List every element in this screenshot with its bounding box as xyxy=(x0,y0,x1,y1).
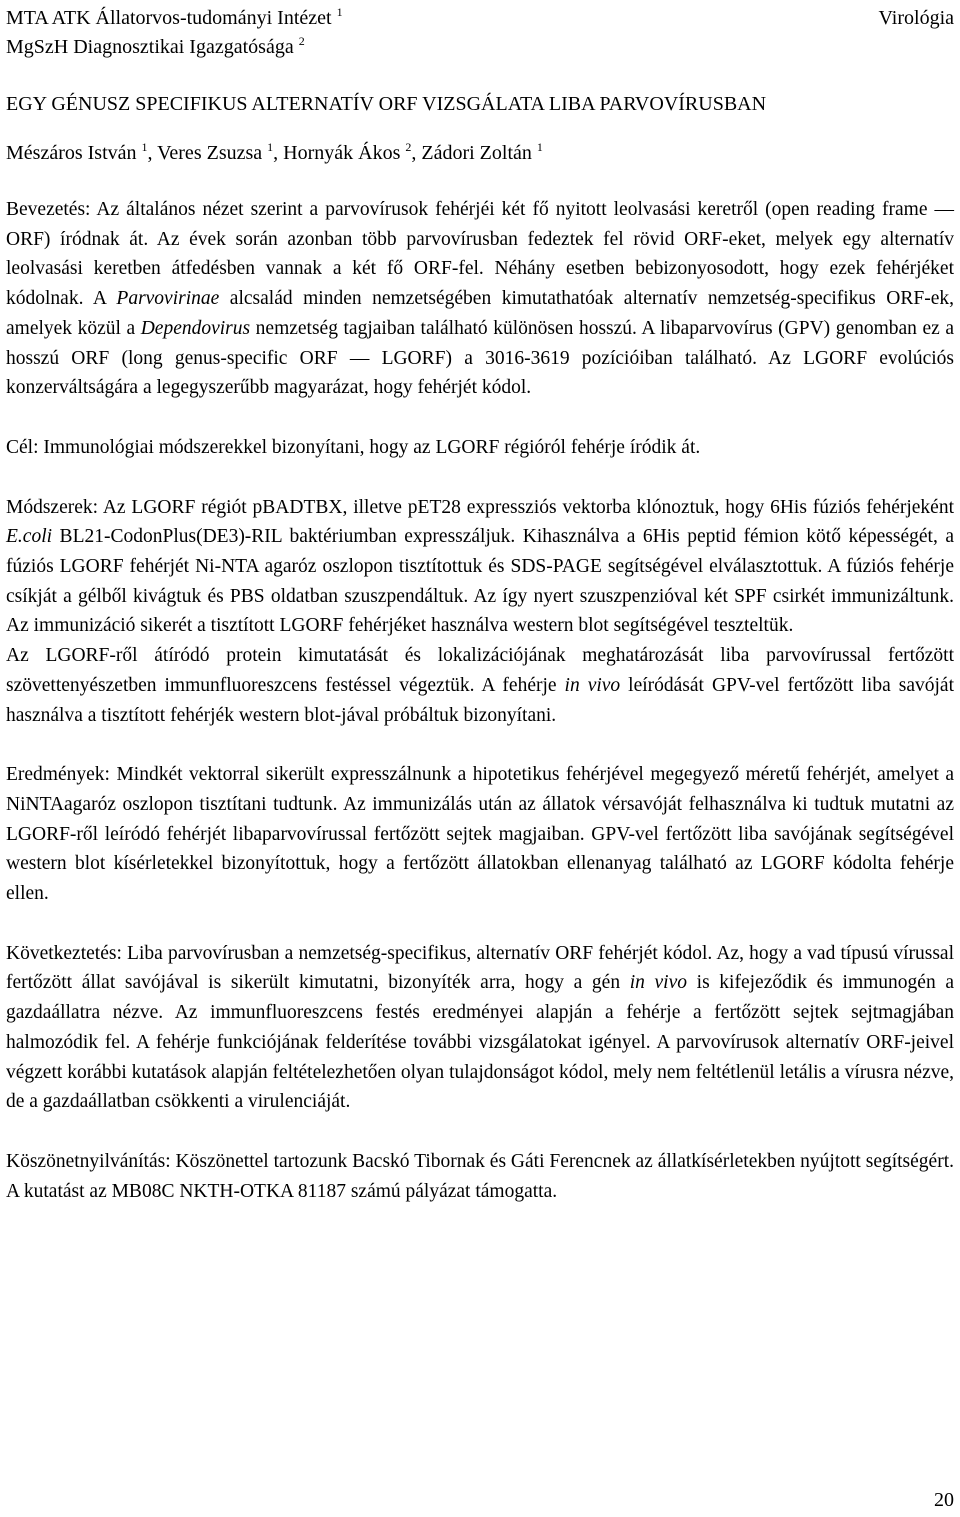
methods-text-2: BL21-CodonPlus(DE3)-RIL baktériumban expresszáljuk. Kihasználva a 6His peptid fémion kötő képességét, a fúziós LGORF fehérjét Ni-NTA agaróz oszlopon tisztítottuk és SDS-PAGE segítségével elválasztottuk. A fúziós fehérje csíkját a gélből kivágtuk és PBS oldatban szuszpendáltuk. Az így nyert szuszpenzióval két SPF csirkét immunizáltunk. Az immunizáció sikerét a tisztított LGORF fehérjéket használva western blot segítségével teszteltük. xyxy=(6,526,954,637)
author-name: Hornyák Ákos xyxy=(283,142,401,164)
aim-paragraph xyxy=(6,433,954,463)
results-label: Eredmények: xyxy=(6,764,110,786)
conclusion-label: Következtetés: xyxy=(6,942,122,964)
aim-label: Cél: xyxy=(6,436,39,458)
author-list: Mészáros István $^1$, Veres Zsuzsa $^1$, Hornyák Ákos $^2$, Zádori Zoltán $^1$ xyxy=(6,140,543,164)
methods-text-4: leíródását GPV-vel fertőzött liba savóját használva a tisztított fehérjék western blot-jával próbáltuk bizonyítani. xyxy=(6,674,954,726)
author-sup: 2 xyxy=(405,140,412,154)
italic-term: in vivo xyxy=(629,972,688,994)
methods-text-1: Az LGORF régiót pBADTBX, illetve pET28 expressziós vektorba klónoztuk, hogy 6His fúziós fehérjeként xyxy=(102,496,954,518)
page-number: 20 xyxy=(934,1489,954,1511)
affiliation-1-sup: 1 xyxy=(336,5,343,19)
conclusion-paragraph xyxy=(6,939,954,1117)
introduction-text-1: Az általános nézet szerint a parvovírusok fehérjéi két fő nyitott leolvasási keretről (open reading frame — ORF) íródnak át. Az évek során azonban több parvovírusban fedeztek fel rövid ORF-eket, melyek egy alternatív leolvasási keretben átfedésben vannak a két fő ORF-fel. Néhány esetben bebizonyosodott, hogy ezek fehérjéket kódolnak. A xyxy=(6,199,954,310)
affiliation-2-sup: 2 xyxy=(298,34,305,48)
italic-term: in vivo xyxy=(564,674,621,696)
page-header xyxy=(6,4,954,70)
introduction-label: Bevezetés: xyxy=(6,199,91,220)
directorate-name: MgSzH Diagnosztikai Igazgatósága xyxy=(6,36,294,58)
methods-label: Módszerek: xyxy=(6,496,99,518)
document-page xyxy=(6,0,954,1206)
institute-name: MTA ATK Állatorvos-tudományi Intézet xyxy=(6,7,332,29)
affiliation-1 xyxy=(6,4,343,33)
conclusion-text-1: Liba parvovírusban a nemzetség-specifikus, alternatív ORF fehérjét kódol. Az, hogy a vad típusú vírussal fertőzött állat savójával is sikerült kimutatni, bizonyíték arra, hogy a gén xyxy=(6,942,955,994)
italic-term: Parvovirinae xyxy=(116,288,220,310)
results-text: Mindkét vektorral sikerült expresszálnunk a hipotetikus fehérjével megegyező méretű fehérjét, amelyet a NiNTAagaróz oszlopon tisztítani tudtunk. Az immunizálás után az állatok vérsavóját felhasználva ki tudtuk mutatni az LGORF-ről leíródó fehérjét libaparvovírussal fertőzött sejtek magjaiban. GPV-vel fertőzött liba savójának segítségével western blot kísérletekkel bizonyítottuk, hogy a fertőzött állatokban ellenanyag található az LGORF kódolta fehérje ellen. xyxy=(6,764,955,905)
acknowledgement-text: Köszönettel tartozunk Bacskó Tibornak és Gáti Ferencnek az állatkísérletekben nyújtott segítségért. A kutatást az MB08C NKTH-OTKA 81187 számú pályázat támogatta. xyxy=(6,1150,954,1202)
author-sup: 1 xyxy=(267,140,274,154)
introduction-text-2: alcsalád minden nemzetségében kimutathatóak alternatív nemzetség-specifikus ORF-ek, amelyek közül a xyxy=(6,288,954,339)
author-sup: 1 xyxy=(141,140,148,154)
italic-term: Dependovirus xyxy=(140,317,251,339)
acknowledgement-label: Köszönetnyilvánítás: xyxy=(6,1150,171,1172)
author-sup: 1 xyxy=(536,140,543,154)
paper-title: EGY GÉNUSZ SPECIFIKUS ALTERNATÍV ORF VIZSGÁLATA LIBA PARVOVÍRUSBAN xyxy=(6,93,767,115)
author-name: Veres Zsuzsa xyxy=(157,142,263,164)
acknowledgement-paragraph xyxy=(6,1147,954,1206)
methods-text-3: Az LGORF-ről átíródó protein kimutatását és lokalizációjának meghatározását liba parvovírussal fertőzött szövettenyészetben immunfluoreszcens festéssel végeztük. A fehérje xyxy=(6,645,954,696)
author-name: Mészáros István xyxy=(6,142,137,164)
methods-paragraph xyxy=(6,493,954,642)
author-name: Zádori Zoltán xyxy=(421,142,532,164)
conclusion-text-2: is kifejeződik és immunogén a gazdaállatra nézve. Az immunfluoreszcens festés eredményei alapján a fehérje a fertőzött sejtek sejtmagjában halmozódik fel. A fehérje funkciójának felderítése további vizsgálatokat igényel. A parvovírusok alternatív ORF-jeivel végzett korábbi kutatások alapján feltételezhetően olyan tulajdonságot kódol, mely nem feltétlenül letális a vírusra nézve, de a gazdaállatban csökkenti a virulenciáját. xyxy=(6,972,954,1113)
methods-paragraph-2 xyxy=(6,641,954,730)
affiliations xyxy=(6,4,343,62)
results-paragraph xyxy=(6,760,954,909)
affiliation-2 xyxy=(6,33,343,62)
introduction-paragraph xyxy=(6,195,954,403)
aim-text: Immunológiai módszerekkel bizonyítani, hogy az LGORF régióról fehérje íródik át. xyxy=(43,436,701,458)
introduction-text-3: nemzetség tagjaiban található különösen hosszú. A libaparvovírus (GPV) genomban ez a hosszú ORF (long genus-specific ORF — LGORF) a 3016-3619 pozícióiban található. Az LGORF evolúciós konzerváltságára a legegyszerűbb magyarázat, hogy fehérjét kódol. xyxy=(6,317,954,399)
italic-term: E.coli xyxy=(6,526,53,548)
section-name: Virológia xyxy=(878,7,954,29)
